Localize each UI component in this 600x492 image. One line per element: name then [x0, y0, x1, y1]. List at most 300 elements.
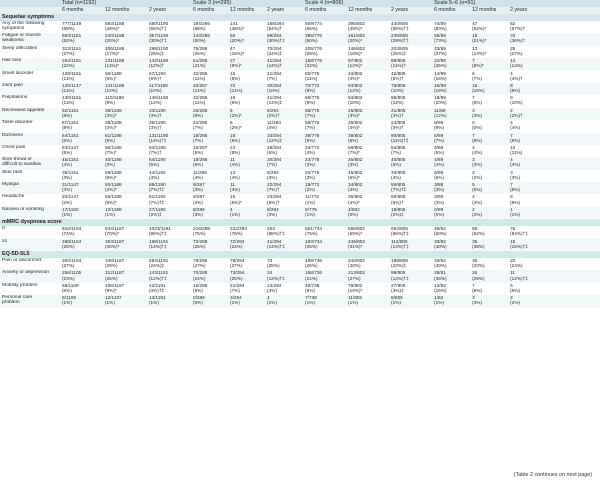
cell-count: 253 — [267, 226, 275, 232]
cell-percent: (5%) — [230, 75, 240, 81]
header-time-row — [0, 7, 600, 14]
cell-count: 106/1187 — [105, 282, 125, 288]
cell-percent: (20%)* — [105, 38, 120, 44]
cell-count: 54/805 — [391, 144, 406, 150]
cell-count: 240/1188 — [105, 33, 125, 39]
table-cell — [265, 71, 303, 83]
cell-count: 40/805 — [391, 157, 406, 163]
cell-percent: (11%) — [62, 75, 75, 81]
table-cell — [265, 145, 303, 157]
table-cell — [508, 182, 600, 194]
cell-count: 50/805 — [391, 194, 406, 200]
cell-percent: (3%) — [267, 211, 277, 217]
cell-percent: (5%) — [230, 137, 240, 143]
cell-percent: (20%) — [434, 100, 447, 106]
cell-count: 23 — [230, 144, 236, 150]
table-cell — [265, 207, 303, 219]
time-header: 6 months — [303, 7, 346, 14]
cell-percent: (24%) — [230, 243, 243, 249]
cell-count: 8/294 — [267, 169, 279, 175]
cell-count: 78/802 — [348, 282, 363, 288]
table-cell — [346, 145, 389, 157]
table-cell — [346, 170, 389, 182]
table-cell — [265, 133, 303, 145]
cell-count: 15/287 — [193, 144, 208, 150]
cell-percent: (11%) — [305, 75, 318, 81]
cell-count: 8 — [510, 82, 513, 88]
table-cell — [60, 46, 103, 58]
cell-count: 313/1151 — [62, 45, 82, 51]
cell-percent: (24%) — [510, 263, 523, 269]
cell-percent: (7%)* — [105, 150, 117, 155]
cell-percent: (22%) — [305, 63, 318, 69]
cell-percent: (24%)‡ — [267, 50, 283, 56]
table-cell — [60, 108, 103, 120]
cell-percent: (7%) — [391, 150, 401, 155]
cell-count: 13/82 — [434, 282, 446, 288]
cell-percent: (70%)* — [105, 231, 120, 237]
cell-percent: (3%) — [105, 162, 115, 168]
cell-count: 35 — [472, 238, 478, 244]
cell-percent: (6%) — [230, 100, 240, 106]
cell-count: 169/776 — [305, 58, 322, 64]
cell-count: 65/89 — [434, 33, 446, 39]
table-cell — [191, 120, 228, 132]
table-cell — [265, 108, 303, 120]
time-header — [0, 7, 60, 14]
row-label — [0, 270, 60, 282]
cell-count: 131/1188 — [105, 58, 125, 64]
cell-count: 79/805 — [391, 82, 406, 88]
cell-percent: (8%) — [62, 112, 72, 118]
cell-count: 11/89 — [434, 107, 446, 113]
cell-percent: (2%) — [193, 199, 203, 205]
cell-count: 35/1188 — [105, 120, 122, 126]
table-cell — [60, 194, 103, 206]
table-cell — [432, 283, 470, 295]
table-cell — [303, 295, 346, 307]
cell-percent: (3%) — [305, 162, 315, 168]
cell-count: 19/772 — [305, 182, 320, 188]
table-cell — [432, 71, 470, 83]
cell-percent: (6%) — [62, 287, 72, 293]
cell-percent: (8%) — [472, 100, 482, 106]
cell-percent: (8%) — [230, 150, 240, 155]
cell-percent: (73%) — [434, 38, 447, 44]
cell-percent: (25%) — [305, 243, 318, 249]
cell-count: 14/1191 — [149, 295, 166, 301]
table-cell — [103, 21, 147, 33]
table-cell — [346, 71, 389, 83]
cell-count: 13 — [472, 45, 478, 51]
cell-count: 143/286 — [193, 33, 210, 39]
cell-count: 61/286 — [193, 58, 208, 64]
cell-percent: (1%) — [305, 211, 315, 217]
cell-percent: (2%)† — [267, 112, 280, 118]
table-cell — [303, 95, 346, 107]
cell-count: 41/294 — [267, 238, 282, 244]
cell-count: 1023/1191 — [149, 226, 171, 232]
table-cell — [470, 83, 508, 95]
table-cell — [303, 182, 346, 194]
table-cell — [508, 71, 600, 83]
table-cell — [389, 226, 432, 238]
cell-count: 70/294 — [267, 45, 282, 51]
time-header: 2 years — [147, 7, 191, 14]
table-cell — [147, 170, 191, 182]
table-cell — [470, 58, 508, 70]
table-cell — [228, 21, 265, 33]
cell-count: 21/286 — [193, 120, 208, 126]
cell-count: 87/1151 — [62, 120, 79, 126]
cell-count: 15 — [510, 238, 516, 244]
cell-count: 3/294 — [230, 295, 242, 301]
cell-count: 23/294 — [267, 194, 282, 200]
header-group-row — [0, 0, 600, 7]
cell-count: 28/81 — [434, 270, 446, 276]
cell-count: 72/294 — [230, 238, 245, 244]
cell-count: 3 — [472, 157, 475, 163]
table-cell — [103, 46, 147, 58]
cell-percent: (4%)* — [348, 125, 360, 131]
table-cell — [470, 182, 508, 194]
cell-count: 64/1190 — [149, 157, 166, 163]
table-cell — [191, 295, 228, 307]
cell-count: 6 — [230, 120, 233, 126]
cell-percent: (5%)* — [105, 75, 117, 81]
table-cell — [432, 295, 470, 307]
cell-percent: (6%)† — [391, 199, 404, 205]
cell-percent: (62%) — [472, 231, 485, 237]
cell-percent: (9%) — [510, 199, 520, 205]
cell-count: 38/1188 — [105, 107, 122, 113]
table-cell — [60, 120, 103, 132]
table-cell — [508, 83, 600, 95]
cell-percent: (86%)†‡ — [267, 231, 285, 237]
table-cell — [147, 207, 191, 219]
cell-percent: (24%)‡ — [149, 263, 165, 269]
cell-percent: (52%)* — [472, 26, 487, 32]
table-cell — [508, 108, 600, 120]
cell-count: 11/772 — [305, 194, 320, 200]
table-cell — [103, 258, 147, 270]
cell-percent: (3%)† — [149, 112, 162, 118]
cell-count: 90/805 — [391, 132, 406, 138]
cell-percent: (8%) — [472, 137, 482, 143]
cell-count: 13 — [510, 58, 516, 64]
cell-percent: (55%)†‡ — [149, 26, 167, 32]
cell-count: 6/294 — [267, 107, 279, 113]
row-label-line: Dizziness — [2, 132, 23, 138]
row-label-line: problem — [2, 300, 20, 306]
table-cell — [191, 133, 228, 145]
table-cell — [191, 157, 228, 169]
time-header: 6 months — [191, 7, 228, 14]
table-cell — [147, 283, 191, 295]
table-cell — [60, 95, 103, 107]
cell-count: 33/1190 — [149, 107, 166, 113]
cell-percent: (33%) — [472, 263, 485, 269]
row-label — [0, 295, 60, 307]
cell-percent: (27%) — [62, 50, 75, 56]
cell-percent: (12%) — [391, 100, 404, 106]
cell-count: 4 — [230, 206, 233, 212]
cell-percent: (2%)‡ — [391, 211, 404, 217]
cell-count: 14/89 — [434, 70, 446, 76]
cell-percent: (11%) — [62, 88, 75, 94]
table-cell — [389, 270, 432, 282]
table-cell — [191, 170, 228, 182]
cell-count: 19/286 — [193, 132, 208, 138]
cell-count: 161/802 — [348, 33, 365, 39]
table-row — [0, 120, 600, 132]
table-cell — [303, 133, 346, 145]
cell-percent: (3%)‡ — [391, 287, 404, 293]
time-header: 6 months — [60, 7, 103, 14]
cell-percent: (12%) — [105, 88, 118, 94]
cell-count: 130/1151 — [62, 95, 82, 101]
table-cell — [303, 226, 346, 238]
row-label-line: Sleep difficulties — [2, 45, 38, 51]
cell-percent: (50%) — [305, 38, 318, 44]
table-cell — [103, 270, 147, 282]
table-cell — [191, 33, 228, 45]
cell-percent: (4%) — [230, 187, 240, 193]
cell-count: 78/286 — [193, 258, 208, 264]
cell-percent: (9%) — [193, 112, 203, 118]
cell-count: 128/1151 — [62, 70, 82, 76]
cell-percent: (27%) — [230, 263, 243, 269]
table-cell — [470, 71, 508, 83]
cell-percent: (11%) — [62, 100, 75, 106]
table-cell — [147, 182, 191, 194]
cell-count: 256/1105 — [62, 270, 82, 276]
cell-percent: (6%)† — [149, 75, 162, 81]
row-label-line: Myalgia — [2, 182, 19, 188]
table-cell — [191, 283, 228, 295]
cell-count: 72/288 — [193, 238, 208, 244]
cell-count: 22 — [510, 258, 516, 264]
table-cell — [470, 95, 508, 107]
cell-percent: (8%)† — [267, 199, 280, 205]
cell-percent: (11%) — [230, 88, 243, 94]
cell-count: 73 — [267, 258, 273, 264]
table-cell — [147, 83, 191, 95]
cell-count: 27/805 — [391, 282, 406, 288]
table-cell — [60, 270, 103, 282]
table-row — [0, 194, 600, 206]
table-cell — [103, 58, 147, 70]
cell-count: 22/294 — [267, 182, 282, 188]
cell-percent: (12%)† — [149, 63, 165, 69]
cell-percent: (7%) — [193, 137, 203, 143]
cell-count: 3/88 — [434, 194, 444, 200]
cell-percent: (40%) — [434, 263, 447, 269]
row-label-line: 0 — [2, 226, 5, 232]
table-cell — [191, 194, 228, 206]
cell-percent: (5%)* — [105, 174, 117, 180]
cell-count: 2 — [472, 169, 475, 175]
table-row — [0, 95, 600, 107]
table-cell — [191, 145, 228, 157]
cell-percent: (14%)†‡ — [267, 243, 285, 249]
table-cell — [265, 182, 303, 194]
cell-count: 31/1147 — [62, 182, 79, 188]
cell-percent: (57%)† — [510, 26, 526, 32]
cell-count: 60 — [230, 33, 236, 39]
cell-percent: (31%)* — [348, 243, 363, 249]
table-cell — [265, 120, 303, 132]
cell-count: 74/89 — [434, 21, 446, 26]
cell-count: 75/286 — [193, 45, 208, 51]
table-cell — [389, 95, 432, 107]
cell-percent: (1%) — [230, 300, 240, 306]
table-row — [0, 170, 600, 182]
row-label-line: Personal care — [2, 295, 33, 301]
table-cell — [508, 58, 600, 70]
table-cell — [147, 226, 191, 238]
cell-count: 19 — [230, 95, 236, 101]
table-cell — [60, 283, 103, 295]
cell-percent: (1%) — [510, 211, 520, 217]
table-cell — [103, 207, 147, 219]
cell-count: 11/802 — [348, 295, 363, 301]
table-cell — [303, 270, 346, 282]
cell-percent: (6%) — [62, 137, 72, 143]
cell-count: 93/802 — [348, 82, 363, 88]
cell-count: 34/294 — [267, 132, 282, 138]
cell-percent: (4%) — [348, 187, 358, 193]
table-cell — [228, 46, 265, 58]
row-label-line: Anxiety or depression — [2, 270, 50, 276]
table-cell — [389, 258, 432, 270]
cell-percent: (23%)‡ — [391, 263, 407, 269]
table-cell — [346, 95, 389, 107]
table-cell — [346, 133, 389, 145]
table-cell — [432, 133, 470, 145]
table-cell — [191, 108, 228, 120]
table-cell — [60, 157, 103, 169]
cell-count: 29/802 — [348, 120, 363, 126]
table-cell — [389, 170, 432, 182]
table-cell — [147, 120, 191, 132]
cell-count: 6/287 — [193, 194, 205, 200]
cell-count: 300/1104 — [62, 258, 82, 264]
row-label — [0, 83, 60, 95]
cell-percent: (3%)† — [391, 112, 404, 118]
table-cell — [103, 157, 147, 169]
table-cell — [265, 157, 303, 169]
table-cell — [432, 83, 470, 95]
table-row — [0, 33, 600, 45]
group-header: Scale 5–6 (n=91) — [432, 0, 600, 7]
cell-percent: (37%) — [434, 50, 447, 56]
table-cell — [60, 295, 103, 307]
cell-percent: (3%) — [62, 174, 72, 180]
table-cell — [389, 157, 432, 169]
cell-count: 357/1190 — [149, 33, 169, 39]
cell-count: 5/89 — [434, 169, 444, 175]
cell-count: 56/1188 — [105, 70, 122, 76]
cell-percent: (12%)†‡ — [391, 275, 409, 281]
cell-count: 6 — [472, 70, 475, 76]
table-cell — [346, 120, 389, 132]
cell-count: 556/802 — [348, 226, 365, 232]
table-cell — [346, 270, 389, 282]
cell-count: 8/805 — [391, 295, 403, 301]
table-cell — [228, 270, 265, 282]
table-cell — [191, 71, 228, 83]
table-cell — [191, 83, 228, 95]
cell-count: 298/1190 — [149, 45, 169, 51]
table-cell — [346, 258, 389, 270]
group-header: Scale 3 (n=295) — [191, 0, 303, 7]
table-cell — [432, 226, 470, 238]
table-cell — [228, 239, 265, 251]
table-cell — [228, 207, 265, 219]
cell-percent: (17%)* — [105, 50, 120, 56]
cell-count: 141 — [230, 21, 238, 26]
cell-count: 288/1104 — [62, 238, 82, 244]
cell-percent: (1%) — [62, 300, 72, 306]
continuation-note: (Table 2 continues on next page) — [513, 472, 592, 478]
cell-count: 39/776 — [305, 132, 320, 138]
row-label — [0, 182, 60, 194]
table-cell — [147, 194, 191, 206]
table-cell — [346, 46, 389, 58]
cell-percent: (4%)* — [348, 199, 360, 205]
cell-count: 145/1190 — [149, 95, 169, 101]
table-row — [0, 83, 600, 95]
cell-percent: (75%) — [193, 231, 206, 237]
cell-percent: (12%)†‡ — [267, 275, 285, 281]
cell-percent: (5%) — [348, 137, 358, 143]
cell-percent: (2%) — [472, 174, 482, 180]
cell-percent: (3%) — [193, 211, 203, 217]
table-cell — [265, 258, 303, 270]
cell-percent: (7%) — [230, 287, 240, 293]
table-cell — [508, 95, 600, 107]
cell-percent: (25%)‡ — [149, 50, 165, 56]
table-cell — [191, 182, 228, 194]
table-cell — [470, 46, 508, 58]
table-cell — [470, 270, 508, 282]
row-label — [0, 58, 60, 70]
cell-count: 27 — [230, 58, 236, 64]
table-cell — [432, 95, 470, 107]
table-cell — [389, 83, 432, 95]
cell-count: 7 — [472, 282, 475, 288]
row-label-line: symptoms — [2, 26, 25, 32]
table-cell — [508, 170, 600, 182]
cell-count: 777/1149 — [62, 21, 82, 26]
cell-percent: (12%)†‡ — [149, 275, 167, 281]
cell-count: 213/802 — [348, 270, 365, 276]
cell-count: 203/805 — [391, 45, 408, 51]
cell-count: 16 — [230, 70, 236, 76]
cell-percent: (12%)‡ — [267, 137, 283, 143]
cell-count: 47 — [230, 45, 236, 51]
cell-percent: (2%)* — [230, 125, 242, 131]
table-cell — [265, 170, 303, 182]
cell-percent: (0%) — [434, 211, 444, 217]
cell-count: 348/1187 — [105, 258, 125, 264]
table-cell — [508, 194, 600, 206]
table-cell — [432, 33, 470, 45]
cell-percent: (24%) — [193, 275, 206, 281]
cell-count: 25/286 — [193, 107, 208, 113]
cell-count: 36/1151 — [62, 169, 79, 175]
